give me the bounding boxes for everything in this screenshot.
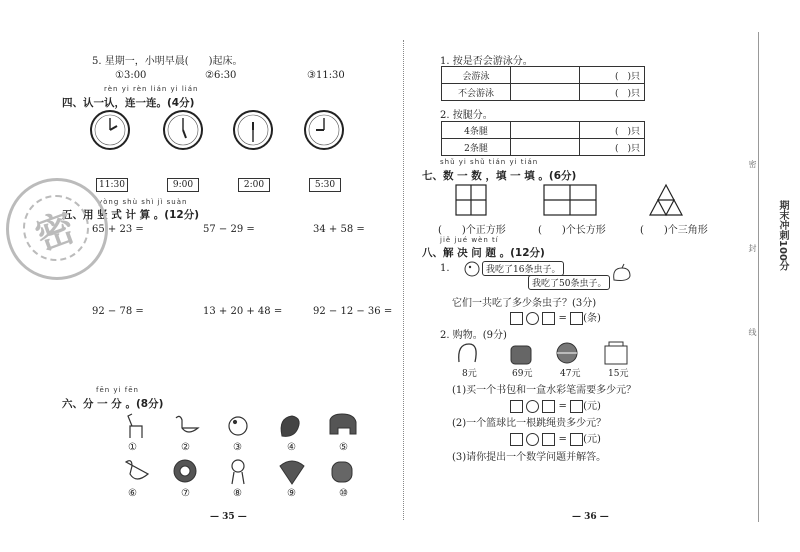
animal-number: ⑦ [181,488,190,499]
squirrel-icon [281,416,299,436]
section6-title: 六、分 一 分 。(8分) [62,398,164,410]
goose-icon [176,416,198,432]
section5-title: 五、用 竖 式 计 算 。(12分) [62,209,199,221]
answer-equation[interactable]: = (元) [510,430,601,446]
rectangle-figure [544,185,596,215]
q5-text: 5. 星期一，小明早晨( )起床。 [92,56,243,67]
table-cell: 4条腿 [442,122,511,139]
price-label: 69元 [512,369,533,379]
table-cell: 2条腿 [442,139,511,156]
elephant-icon [330,414,356,434]
monkey-icon [232,460,244,484]
subquestion: (1)买一个书包和一盒水彩笔需要多少元？ [452,385,637,396]
page-divider [403,40,404,520]
clock-icon [234,111,272,149]
calc-expression: 92 − 12 − 36 = [313,306,393,317]
problem-number: 1. [440,263,450,274]
animal-number: ⑩ [339,488,348,499]
calc-expression: 65 + 23 = [92,224,144,235]
price-label: 8元 [462,369,477,379]
calc-expression: 13 + 20 + 48 = [203,306,283,317]
bird-icon [462,258,482,278]
animal-row-bottom [120,458,370,488]
swim-table [441,66,645,101]
page-number-right: — 36 — [572,512,609,522]
animal-number: ⑧ [233,488,242,499]
tiger-icon [332,462,352,482]
swan-icon [126,461,148,479]
table-cell: 会游泳 [442,67,511,84]
price-label: 15元 [608,369,629,379]
calc-expression: 92 − 78 = [92,306,144,317]
section4-pinyin: rèn yi rèn lián yi lián [104,85,199,93]
time-label: 11:30 [96,178,128,192]
q1-text: 1. 按是否会游泳分。 [440,56,533,67]
table-cell: 不会游泳 [442,84,511,101]
time-label: 9:00 [167,178,199,192]
shape-answer[interactable]: ( )个正方形 [438,225,506,236]
subquestion: (2)一个篮球比一根跳绳贵多少元？ [452,418,607,429]
problem-question: 它们一共吃了多少条虫子？(3分) [452,298,597,309]
stamp-char: 密 [29,203,81,259]
clock-icon [305,111,343,149]
section7-pinyin: shǔ yi shǔ tián yi tián [440,158,539,166]
subquestion: (3)请你提出一个数学问题并解答。 [452,452,607,463]
page-number-left: — 35 — [210,512,247,522]
basketball-icon [557,343,577,363]
animal-number: ① [128,442,137,453]
answer-equation[interactable]: = (元) [510,397,601,413]
table-row [442,84,645,101]
square-grid-figure [456,185,486,215]
section8-pinyin: jiě jué wèn tí [440,236,499,244]
seal-line-label: 密 封 线 [748,160,757,356]
clock-icon [164,111,202,149]
shop-items [455,340,635,366]
giraffe-icon [128,414,142,438]
time-label: 2:00 [238,178,270,192]
q5-option: ①3:00 [115,70,147,81]
answer-cell[interactable]: ( )只 [580,67,645,84]
problem2-title: 2. 购物。(9分) [440,330,507,341]
calc-expression: 57 − 29 = [203,224,255,235]
unit-label: (元) [583,434,601,445]
binding-line [758,32,760,522]
answer-cell[interactable]: ( )只 [580,139,645,156]
calc-expression: 34 + 58 = [313,224,365,235]
backpack-icon [511,346,531,364]
answer-equation[interactable]: = (条) [510,309,601,325]
section7-title: 七、数 一 数 ，填 一 填 。(6分) [422,170,577,182]
animal-row-top [120,412,370,442]
q2-text: 2. 按腿分。 [440,110,493,121]
answer-cell[interactable]: ( )只 [580,84,645,101]
lion-icon [174,460,196,482]
chick-icon [229,417,247,435]
speech-bubble: 我吃了50条虫子。 [528,275,610,290]
time-label: 5:30 [309,178,341,192]
price-label: 47元 [560,369,581,379]
speech-bubble: 我吃了16条虫子。 [482,261,564,276]
animal-number: ② [181,442,190,453]
confidential-stamp [6,178,108,280]
legs-table [441,121,645,156]
jump-rope-icon [459,344,476,362]
brand-text: 期末冲刺100分 [777,200,788,271]
animal-number: ⑤ [339,442,348,453]
shape-answer[interactable]: ( )个三角形 [640,225,708,236]
shape-answer[interactable]: ( )个长方形 [538,225,606,236]
table-row [442,122,645,139]
spine-brand [775,200,793,350]
clock-faces [88,108,388,154]
animal-number: ③ [233,442,242,453]
animal-number: ⑨ [287,488,296,499]
section5-pinyin: yòng shù shì jì suàn [98,198,188,206]
answer-cell[interactable]: ( )只 [580,122,645,139]
triangle-figure [650,185,682,215]
unit-label: (条) [583,313,601,324]
clock-icon [91,111,129,149]
table-row [442,67,645,84]
q5-option: ③11:30 [307,70,345,81]
q5-option: ②6:30 [205,70,237,81]
paint-box-icon [605,342,627,364]
peacock-icon [280,461,304,484]
section8-title: 八、解 决 问 题 。(12分) [422,247,545,259]
unit-label: (元) [583,401,601,412]
animal-number: ⑥ [128,488,137,499]
section4-title: 四、认一认，连一连。(4分) [62,97,195,109]
hen-icon [610,262,632,284]
shape-figures [450,183,700,219]
animal-number: ④ [287,442,296,453]
section6-pinyin: fēn yi fēn [96,386,139,394]
table-row [442,139,645,156]
